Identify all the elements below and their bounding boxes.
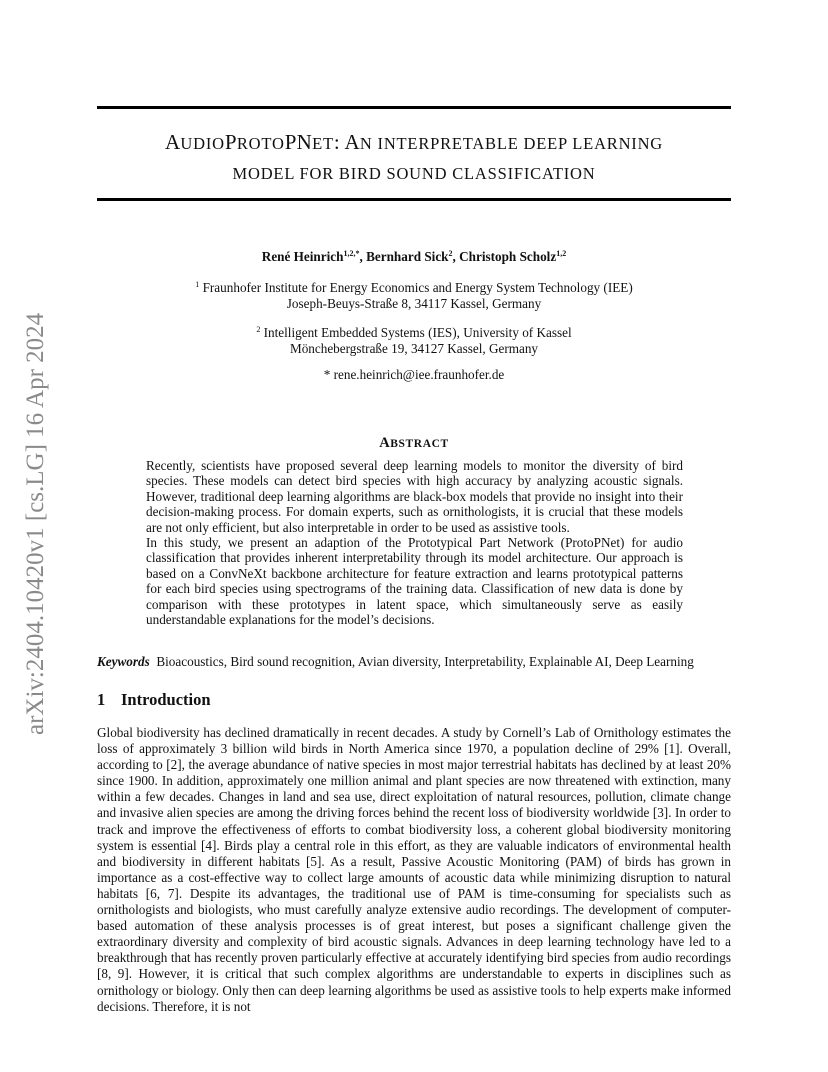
title-char: P — [224, 130, 237, 154]
author-affiliation-mark: 1,2,* — [343, 249, 360, 258]
paper-title-line-2 — [97, 158, 731, 188]
abstract-heading-cap: A — [379, 435, 391, 451]
author-name: , Bernhard Sick — [359, 249, 449, 264]
arxiv-identifier-stamp — [22, 260, 50, 735]
author-affiliation-mark: 1,2 — [556, 249, 567, 258]
affiliation-name: Fraunhofer Institute for Energy Economics and Energy System Technology (IEE) — [199, 280, 633, 295]
abstract-paragraph: Recently, scientists have proposed several deep learning models to monitor the diversity of bird species. These models can detect bird species with high accuracy by analyzing acoustic signals. However, traditional deep learning algorithms are black-box models that provide no insight into their decision-making process. For domain experts, such as ornithologists, it is crucial that these models are not only efficient, but also interpretable in order to be used as assistive tools. — [146, 458, 683, 535]
affiliation-2 — [97, 322, 731, 357]
title-smallcaps: ROTO — [236, 134, 285, 153]
section-number: 1 — [97, 690, 106, 709]
arxiv-identifier-text: arXiv:2404.10420v1 [cs.LG] 16 Apr 2024 — [22, 312, 49, 735]
abstract-body — [146, 458, 683, 627]
title-colon: : — [333, 130, 341, 154]
keywords-text: Bioacoustics, Bird sound recognition, Avian diversity, Interpretability, Explainable AI, Deep Learning — [156, 654, 694, 669]
title-smallcaps: ET — [312, 134, 334, 153]
abstract-heading-rest: BSTRACT — [390, 438, 449, 450]
title-char: PN — [284, 130, 313, 154]
body-paragraph: Global biodiversity has declined dramatically in recent decades. A study by Cornell’s Lab of Ornithology estimates the loss of approximately 3 billion wild birds in North America since 1970, a population decline of 29% [1]. Overall, according to [2], the average abundance of native species in most major terrestrial habitats has declined by at least 20% since 1900. In addition, approximately one million animal and plant species are now threatened with extinction, many within a few decades. Changes in land and sea use, direct exploitation of natural resources, pollution, climate change and invasive alien species are among the driving forces behind the recent loss of biodiversity worldwide [3]. In order to track and improve the effectiveness of efforts to combat biodiversity loss, a coherent global biodiversity monitoring system is essential [4]. Birds play a central role in this effort, as they are valuable indicators of environmental health and biodiversity in different habitats [5]. As a result, Passive Acoustic Monitoring (PAM) of birds has grown in importance as a cost-effective way to collect large amounts of acoustic data while minimizing disruption to natural habitats [6, 7]. Despite its advantages, the traditional use of PAM is time-consuming for specialists such as ornithologists and biologists, who must carefully analyze extensive audio recordings. The development of computer-based automation of these analysis processes is of great interest, but poses a significant challenge given the extraordinary diversity and complexity of bird acoustic signals. Advances in deep learning technology have led to a breakthrough that has recently proven particularly effective at accurately identifying bird species from audio recordings [8, 9]. However, it is critical that such complex algorithms are understandable to experts in disciplines such as ornithology or biology. Only then can deep learning algorithms be used as assistive tools to help experts make informed decisions. Therefore, it is not — [97, 725, 731, 1014]
title-bottom-rule — [97, 198, 731, 201]
abstract-heading — [97, 435, 731, 452]
keywords-label: Keywords — [97, 654, 150, 669]
abstract-paragraph: In this study, we present an adaption of the Prototypical Part Network (ProtoPNet) for audio classification that provides inherent interpretability through its model architecture. Our approach is based on a ConvNeXt backbone architecture for feature extraction and learns prototypical patterns for each bird species using spectrograms of the training data. Classification of new data is done by comparison with these prototypes in latent space, which simultaneously serve as easily understandable explanations for the model’s decisions. — [146, 535, 683, 628]
author-affiliation-mark: 2 — [448, 249, 453, 258]
affiliation-mark: 1 — [195, 280, 200, 289]
corresponding-email: * rene.heinrich@iee.fraunhofer.de — [323, 367, 505, 382]
paper-title — [97, 128, 731, 188]
title-char: A — [164, 130, 181, 154]
author-name: René Heinrich — [261, 249, 344, 264]
affiliation-name: Intelligent Embedded Systems (IES), University of Kassel — [260, 325, 572, 340]
paper-title-line-1 — [97, 128, 731, 158]
section-heading — [97, 690, 211, 710]
title-top-rule — [97, 106, 731, 109]
title-smallcaps: N INTERPRETABLE DEEP LEARNING — [359, 134, 664, 153]
keywords-line — [97, 654, 737, 670]
affiliation-1 — [97, 277, 731, 312]
affiliation-address: Joseph-Beuys-Straße 8, 34117 Kassel, Germany — [286, 296, 542, 311]
affiliation-address: Mönchebergstraße 19, 34127 Kassel, Germany — [289, 341, 539, 356]
title-smallcaps: UDIO — [180, 134, 225, 153]
affiliation-mark: 2 — [256, 325, 261, 334]
author-name: , Christoph Scholz — [452, 249, 557, 264]
title-smallcaps: MODEL FOR BIRD SOUND CLASSIFICATION — [232, 164, 596, 183]
author-list — [97, 245, 731, 266]
introduction-body — [97, 725, 731, 1015]
title-char: A — [340, 130, 360, 154]
section-title: Introduction — [121, 690, 211, 709]
